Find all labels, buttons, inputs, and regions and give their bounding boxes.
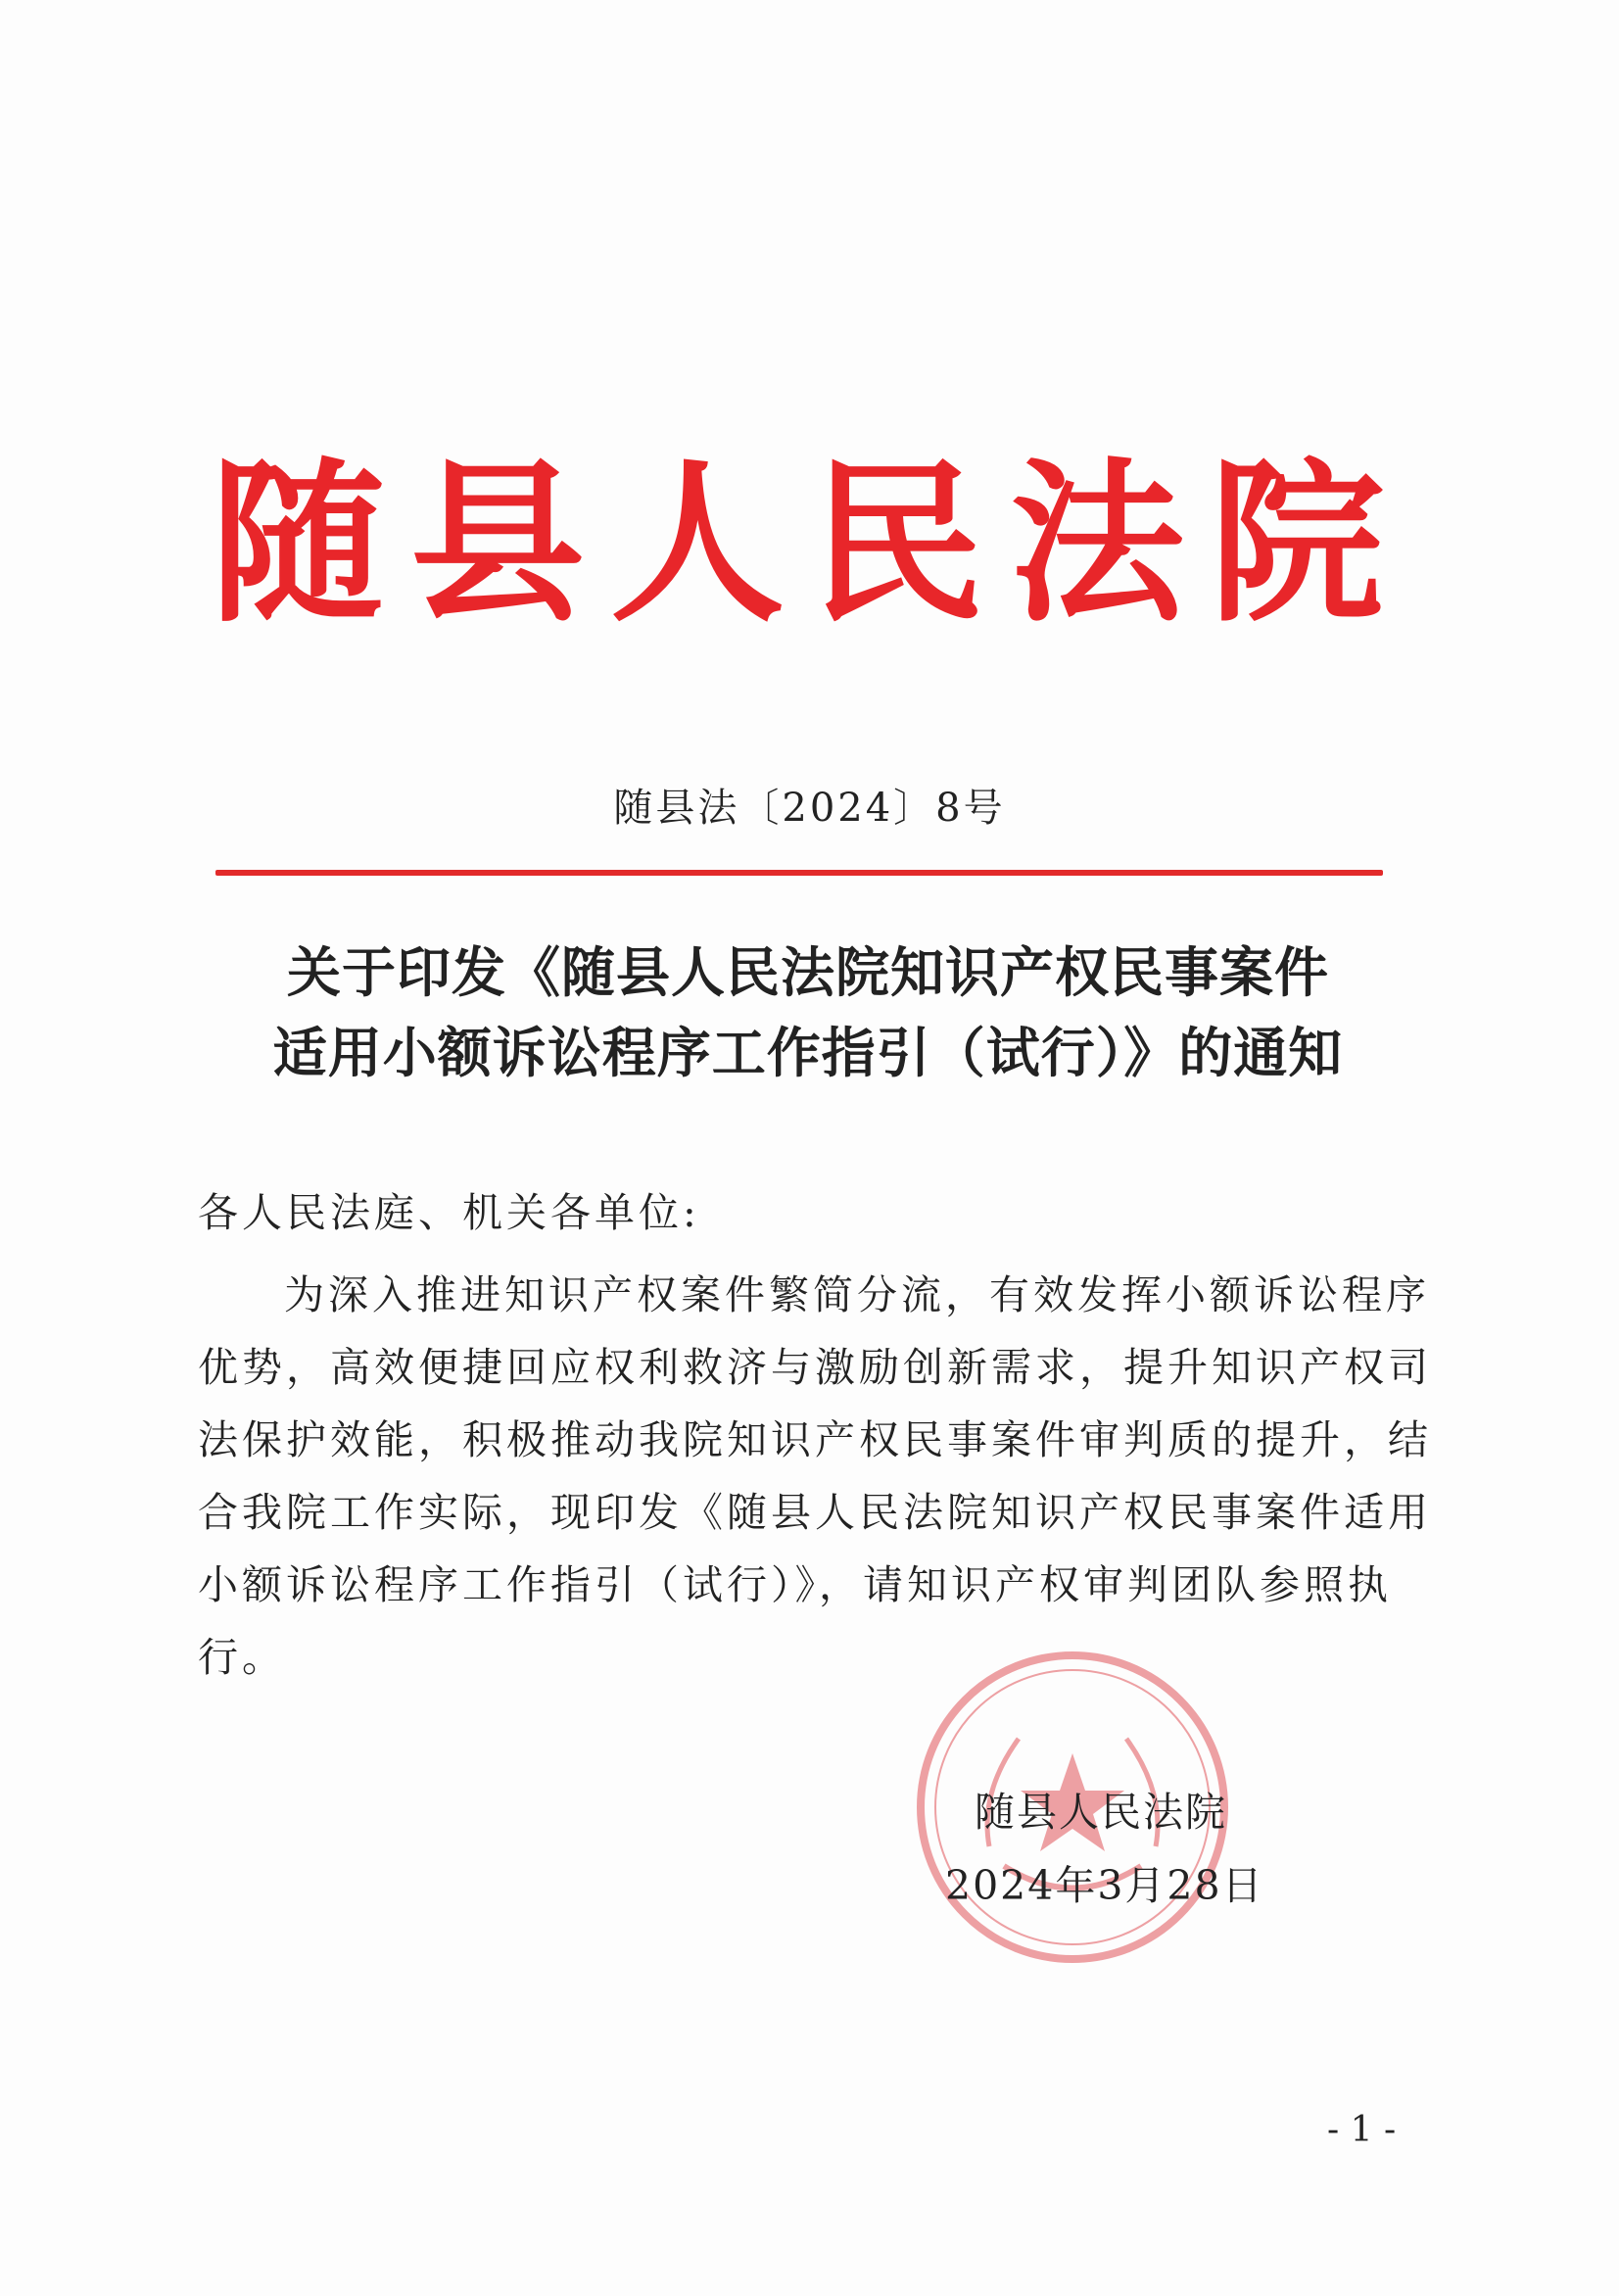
document-title (176, 933, 1440, 1093)
salutation: 各人民法庭、机关各单位: (198, 1189, 700, 1236)
red-divider-rule (215, 870, 1383, 876)
body-line: 行。 (198, 1634, 286, 1681)
signature-date: 2024年3月28日 (945, 1862, 1264, 1909)
title-line-1: 关于印发《随县人民法院知识产权民事案件 (286, 941, 1329, 1004)
body-line: 为深入推进知识产权案件繁简分流，有效发挥小额诉讼程序 (284, 1271, 1430, 1318)
page-number: - 1 - (1327, 2110, 1397, 2150)
signature-organization: 随县人民法院 (975, 1789, 1227, 1836)
body-line: 合我院工作实际，现印发《随县人民法院知识产权民事案件适用 (198, 1489, 1432, 1536)
body-line: 优势，高效便捷回应权利救济与激励创新需求，提升知识产权司 (198, 1344, 1432, 1391)
body-line: 小额诉讼程序工作指引（试行）》，请知识产权审判团队参照执 (198, 1561, 1392, 1608)
title-line-2: 适用小额诉讼程序工作指引（试行）》的通知 (272, 1022, 1344, 1084)
masthead-title: 随县人民法院 (211, 441, 1409, 646)
document-number: 随县法〔2024〕8号 (613, 786, 1006, 831)
body-line: 法保护效能，积极推动我院知识产权民事案件审判质的提升，结 (198, 1416, 1432, 1463)
